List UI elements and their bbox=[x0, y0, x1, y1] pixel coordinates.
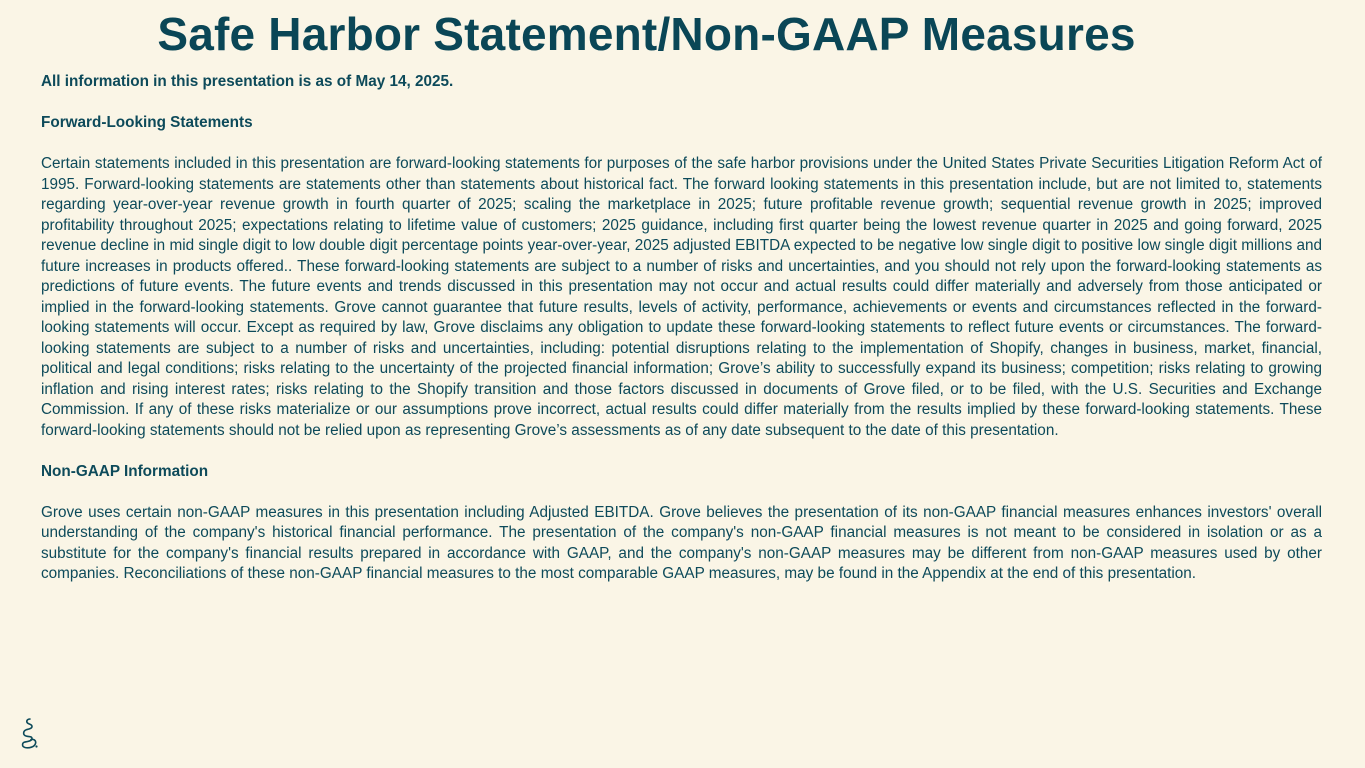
grove-logo-icon bbox=[18, 716, 40, 750]
spacer bbox=[41, 134, 1322, 155]
forward-looking-paragraph: Certain statements included in this presentation are forward-looking statements for purposes of the safe harbor provisions under the United States Private Securities Litigation Reform Act of 1995. Forward-looking statements are statements other than statements about historical fact. The forward looking statements in this presentation include, but are not limited to, statements regarding year-over-year revenue growth in fourth quarter of 2025; scaling the marketplace in 2025; future profitable revenue growth; sequential revenue growth in 2025; improved profitability throughout 2025; expectations relating to lifetime value of customers; 2025 guidance, including first quarter being the lowest revenue quarter in 2025 and going forward, 2025 revenue decline in mid single digit to low double digit percentage points year-over-year, 2025 adjusted EBITDA expected to be negative low single digit to positive low single digit millions and future increases in products offered.. These forward-looking statements are subject to a number of risks and uncertainties, and you should not rely upon the forward-looking statements as predictions of future events. The future events and trends discussed in this presentation may not occur and actual results could differ materially and adversely from those anticipated or implied in the forward-looking statements. Grove cannot guarantee that future results, levels of activity, performance, achievements or events and circumstances reflected in the forward-looking statements will occur. Except as required by law, Grove disclaims any obligation to update these forward-looking statements to reflect future events or circumstances. The forward-looking statements are subject to a number of risks and uncertainties, including: potential disruptions relating to the implementation of Shopify, changes in business, market, financial, political and legal conditions; risks relating to the uncertainty of the projected financial information; Grove’s ability to successfully expand its business; competition; risks relating to growing inflation and rising interest rates; risks relating to the Shopify transition and those factors discussed in documents of Grove filed, or to be filed, with the U.S. Securities and Exchange Commission. If any of these risks materialize or our assumptions prove incorrect, actual results could differ materially from the results implied by these forward-looking statements. These forward-looking statements should not be relied upon as representing Grove’s assessments as of any date subsequent to the date of this presentation. bbox=[41, 155, 1322, 439]
forward-looking-heading: Forward-Looking Statements bbox=[41, 114, 253, 131]
non-gaap-heading: Non-GAAP Information bbox=[41, 462, 209, 480]
spacer bbox=[41, 93, 1322, 114]
spacer bbox=[41, 441, 1322, 462]
disclaimer-content bbox=[41, 72, 1322, 585]
non-gaap-paragraph: Grove uses certain non-GAAP measures in this presentation including Adjusted EBITDA. Grove believes the presentation of its non-GAAP financial measures enhances investors' overall understanding of the company's historical financial performance. The presentation of the company's non-GAAP financial measures is not meant to be considered in isolation or as a substitute for the company's financial results prepared in accordance with GAAP, and the company's non-GAAP measures may be different from non-GAAP measures used by other companies. Reconciliations of these non-GAAP financial measures to the most comparable GAAP measures, may be found in the Appendix at the end of this presentation. bbox=[41, 503, 1322, 582]
spacer bbox=[41, 482, 1322, 503]
as-of-statement: All information in this presentation is as of May 14, 2025. bbox=[41, 73, 454, 90]
page-title: Safe Harbor Statement/Non-GAAP Measures bbox=[157, 8, 1136, 60]
